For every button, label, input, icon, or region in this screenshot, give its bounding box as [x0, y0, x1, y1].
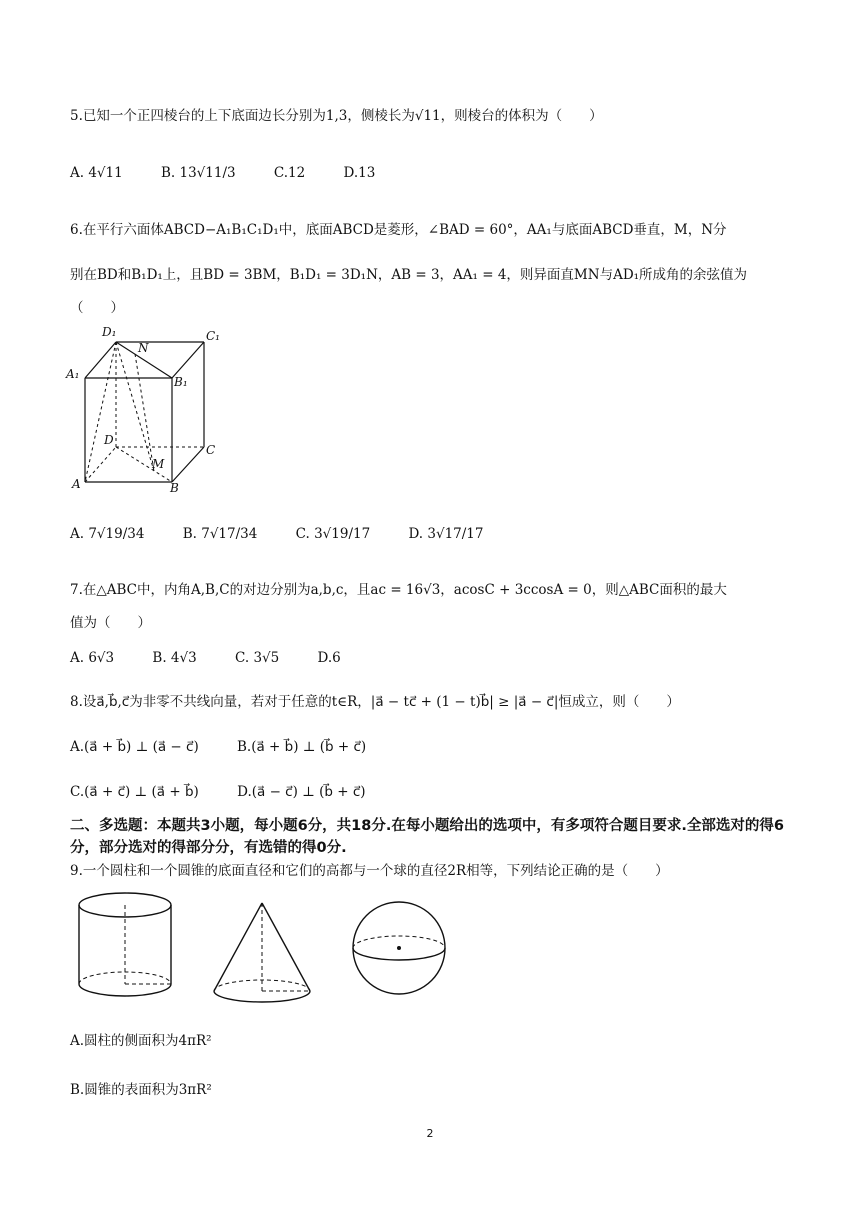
q8-option-d: D.(a⃗ − c⃗) ⊥ (b⃗ + c⃗): [237, 784, 366, 800]
q8-option-c: C.(a⃗ + c⃗) ⊥ (a⃗ + b⃗): [70, 784, 199, 800]
q6-option-d: D. 3√17/17: [408, 526, 484, 542]
page-number: 2: [426, 1127, 434, 1140]
label-a: A: [72, 477, 81, 491]
q6-stem-line1: 6.在平行六面体ABCD−A₁B₁C₁D₁中，底面ABCD是菱形，∠BAD = 60°，AA₁与底面ABCD垂直，M，N分: [70, 222, 727, 238]
q7-option-c: C. 3√5: [235, 650, 280, 666]
q5-stem: 5.已知一个正四棱台的上下底面边长分别为1,3，侧棱长为√11，则棱台的体积为（ ）: [70, 108, 603, 124]
q5-option-c: C.12: [273, 165, 306, 181]
q6-option-a: A. 7√19/34: [70, 526, 145, 542]
q8-options-row1: [70, 739, 400, 755]
q9-stem: 9.一个圆柱和一个圆锥的底面直径和它们的高都与一个球的直径2R相等，下列结论正确的是（ ）: [70, 863, 669, 879]
section-heading-multiple-choice: 二、多选题：本题共3小题，每小题6分，共18分.在每小题给出的选项中，有多项符合题目要求.全部选对的得6分，部分选对的得部分分，有选错的得0分.: [70, 818, 784, 856]
cone-shape: [214, 903, 310, 1002]
q8-option-a: A.(a⃗ + b⃗) ⊥ (a⃗ − c⃗): [70, 739, 199, 755]
q5-option-a: A. 4√11: [70, 165, 123, 181]
label-c: C: [206, 443, 216, 457]
q6-options: [70, 526, 518, 542]
q6-stem-line3: （ ）: [70, 300, 124, 316]
q9-option-a: A.圆柱的侧面积为4πR²: [70, 1033, 212, 1049]
parallelepiped-figure: [64, 320, 234, 500]
q7-stem-line1: 7.在△ABC中，内角A,B,C的对边分别为a,b,c，且ac = 16√3，acosC + 3ccosA = 0，则△ABC面积的最大: [70, 582, 727, 598]
label-b: B: [170, 481, 179, 495]
q8-stem: 8.设a⃗,b⃗,c⃗为非零不共线向量，若对于任意的t∈R，|a⃗ − tc⃗ + (1 − t)b⃗| ≥ |a⃗ − c⃗|恒成立，则（ ）: [70, 694, 680, 710]
label-m: M: [152, 457, 165, 471]
label-c1: C₁: [206, 329, 220, 343]
label-d: D: [104, 433, 114, 447]
q7-options: [70, 650, 375, 666]
q7-option-b: B. 4√3: [152, 650, 197, 666]
sphere-center-dot: [397, 946, 401, 950]
cylinder-shape: [79, 893, 171, 996]
q8-options-row2: [70, 784, 400, 800]
q7-option-a: A. 6√3: [70, 650, 115, 666]
q6-option-c: C. 3√19/17: [295, 526, 371, 542]
q8-option-b: B.(a⃗ + b⃗) ⊥ (b⃗ + c⃗): [237, 739, 367, 755]
q7-stem-line2: 值为（ ）: [70, 615, 151, 631]
q6-stem-line2: 别在BD和B₁D₁上，且BD = 3BM，B₁D₁ = 3D₁N，AB = 3，AA₁ = 4，则异面直MN与AD₁所成角的余弦值为: [70, 267, 748, 283]
solids-figure: [70, 888, 460, 1010]
label-n: N: [138, 341, 149, 355]
q7-option-d: D.6: [317, 650, 341, 666]
q5-options: [70, 165, 409, 181]
q6-option-b: B. 7√17/34: [182, 526, 258, 542]
q9-option-b: B.圆锥的表面积为3πR²: [70, 1082, 212, 1098]
q5-option-b: B. 13√11/3: [161, 165, 236, 181]
label-b1: B₁: [174, 375, 188, 389]
label-a1: A₁: [66, 367, 80, 381]
q5-option-d: D.13: [343, 165, 376, 181]
label-d1: D₁: [102, 325, 117, 339]
